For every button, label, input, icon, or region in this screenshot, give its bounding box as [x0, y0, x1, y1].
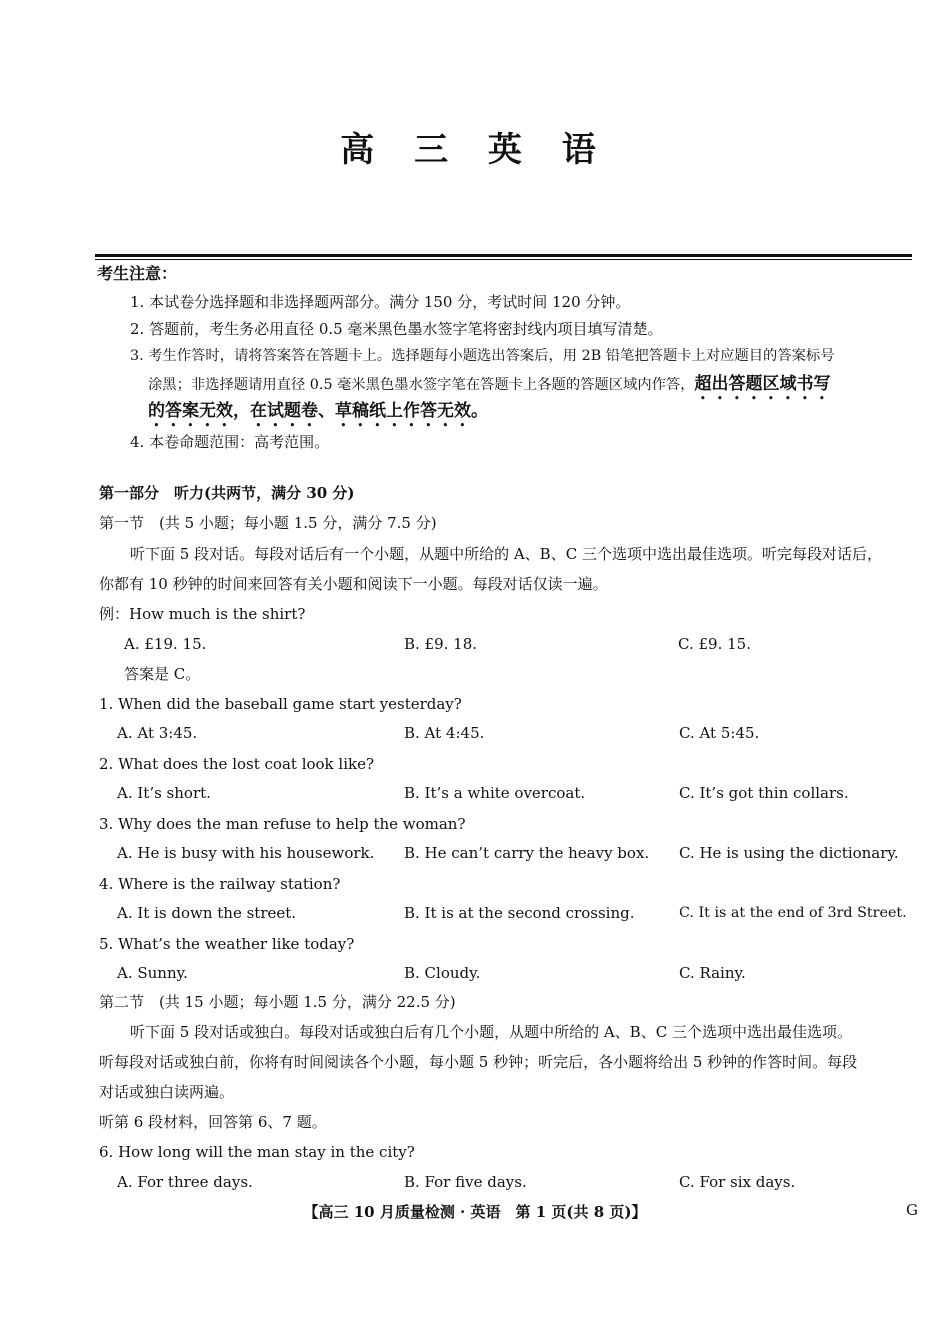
question-2-option-b: B. It’s a white overcoat.: [404, 784, 586, 802]
notice-item-3-line-3: 的答案无效，在试题卷、草稿纸上作答无效。: [148, 401, 488, 421]
question-1-option-a: A. At 3:45.: [117, 724, 198, 742]
question-6-option-a: A. For three days.: [117, 1173, 253, 1191]
notice-item-3-line-1: 3. 考生作答时，请将答案答在答题卡上。选择题每小题选出答案后，用 2B 铅笔把答题卡上对应题目的答案标号: [130, 348, 835, 364]
notice-item-4: 4. 本卷命题范围：高考范围。: [130, 433, 330, 451]
example-question: 例：How much is the shirt?: [99, 605, 306, 623]
question-2-option-c: C. It’s got thin collars.: [679, 784, 849, 802]
question-5-option-c: C. Rainy.: [679, 964, 746, 982]
question-5-option-a: A. Sunny.: [117, 964, 188, 982]
notice-item-3-emphasis: 超出答题区域书写: [694, 374, 831, 394]
example-answer: 答案是 C。: [124, 665, 201, 683]
question-5-option-b: B. Cloudy.: [404, 964, 481, 982]
notice-heading: 考生注意：: [97, 264, 178, 283]
question-4-option-a: A. It is down the street.: [117, 904, 297, 922]
material-6-note: 听第 6 段材料，回答第 6、7 题。: [99, 1113, 327, 1131]
question-1-option-c: C. At 5:45.: [679, 724, 760, 742]
question-3-option-a: A. He is busy with his housework.: [117, 844, 375, 862]
header-rule-thin: [95, 259, 912, 260]
notice-item-3-plain: 涂黑；非选择题请用直径 0.5 毫米黑色墨水签字笔在答题卡上各题的答题区域内作答，: [148, 377, 695, 393]
page-footer: 【高三 10 月质量检测 · 英语 第 1 页(共 8 页)】: [303, 1203, 647, 1221]
notice-item-3-line-2: [148, 374, 831, 404]
question-3: 3. Why does the man refuse to help the woman?: [99, 815, 466, 833]
question-3-option-c: C. He is using the dictionary.: [679, 844, 899, 862]
question-5: 5. What’s the weather like today?: [99, 935, 355, 953]
question-4: 4. Where is the railway station?: [99, 875, 341, 893]
question-6: 6. How long will the man stay in the city?: [99, 1143, 415, 1161]
header-rule-thick: [95, 254, 912, 257]
part1-heading: 第一部分 听力(共两节，满分 30 分): [99, 484, 355, 502]
question-6-option-b: B. For five days.: [404, 1173, 527, 1191]
section2-heading: 第二节 (共 15 小题；每小题 1.5 分，满分 22.5 分): [99, 993, 456, 1011]
section1-heading: 第一节 (共 5 小题；每小题 1.5 分，满分 7.5 分): [99, 514, 437, 532]
notice-item-1: 1. 本试卷分选择题和非选择题两部分。满分 150 分，考试时间 120 分钟。: [130, 293, 631, 311]
question-3-option-b: B. He can’t carry the heavy box.: [404, 844, 650, 862]
section2-instructions-line-1: 听下面 5 段对话或独白。每段对话或独白后有几个小题，从题中所给的 A、B、C 三个选项中选出最佳选项。: [130, 1023, 852, 1041]
question-1: 1. When did the baseball game start yesterday?: [99, 695, 462, 713]
page-title: 高 三 英 语: [340, 130, 610, 170]
question-1-option-b: B. At 4:45.: [404, 724, 485, 742]
corner-mark: G: [906, 1201, 918, 1219]
section1-instructions-line-1: 听下面 5 段对话。每段对话后有一个小题，从题中所给的 A、B、C 三个选项中选出最佳选项。听完每段对话后，: [130, 545, 882, 563]
example-option-c: C. £9. 15.: [678, 635, 751, 653]
question-4-option-c: C. It is at the end of 3rd Street.: [679, 905, 907, 921]
question-4-option-b: B. It is at the second crossing.: [404, 904, 635, 922]
question-2: 2. What does the lost coat look like?: [99, 755, 375, 773]
section2-instructions-line-3: 对话或独白读两遍。: [99, 1083, 235, 1101]
notice-item-2: 2. 答题前，考生务必用直径 0.5 毫米黑色墨水签字笔将密封线内项目填写清楚。: [130, 320, 663, 338]
question-2-option-a: A. It’s short.: [117, 784, 211, 802]
example-option-a: A. £19. 15.: [124, 635, 207, 653]
example-option-b: B. £9. 18.: [404, 635, 478, 653]
question-6-option-c: C. For six days.: [679, 1173, 796, 1191]
section1-instructions-line-2: 你都有 10 秒钟的时间来回答有关小题和阅读下一小题。每段对话仅读一遍。: [99, 575, 608, 593]
section2-instructions-line-2: 听每段对话或独白前，你将有时间阅读各个小题，每小题 5 秒钟；听完后，各小题将给出 5 秒钟的作答时间。每段: [99, 1053, 858, 1071]
